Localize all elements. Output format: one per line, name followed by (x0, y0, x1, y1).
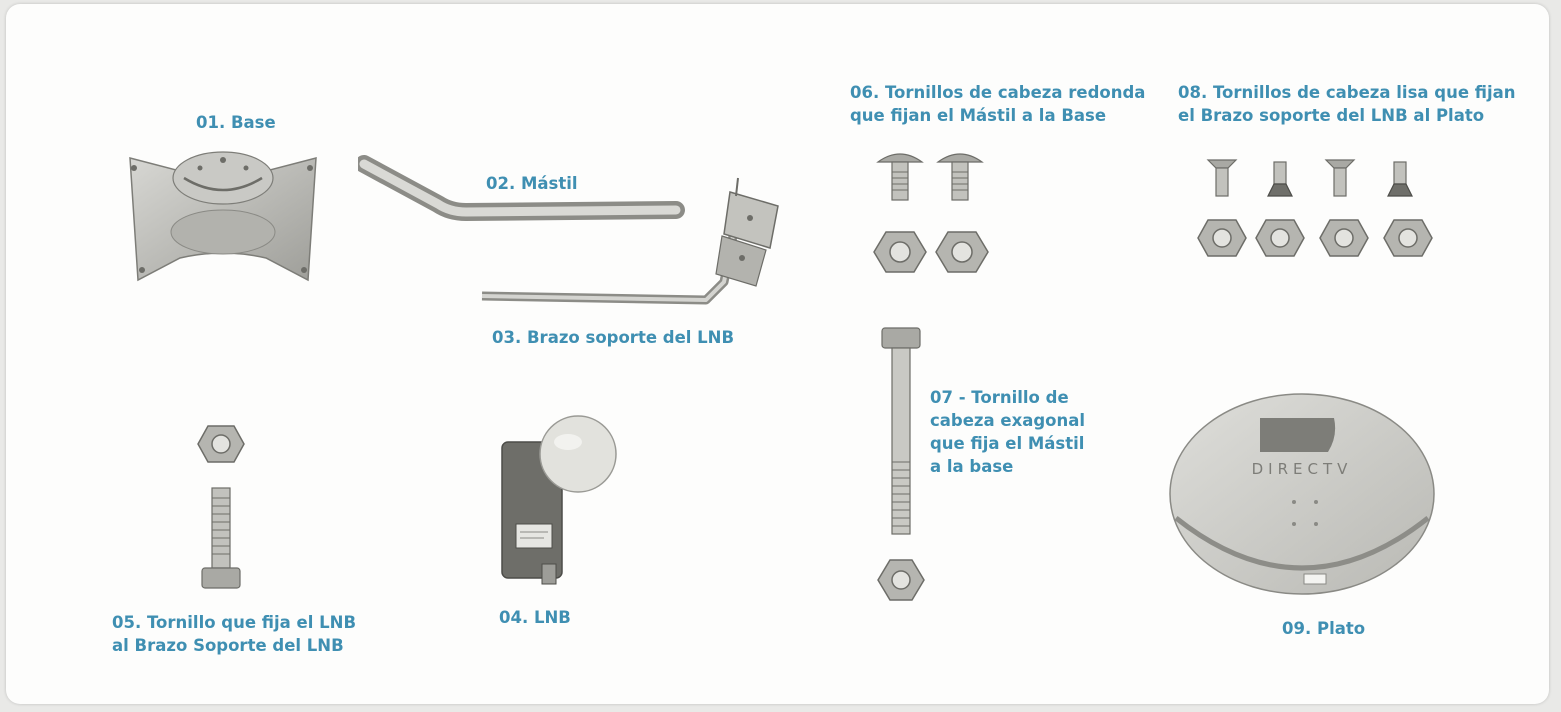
plato-logo-text: DIRECTV (1251, 460, 1353, 478)
flat-head-bolt-icon (1326, 160, 1354, 196)
carriage-bolt-icon (938, 154, 982, 200)
plato-illustration (1166, 378, 1438, 604)
label-base: 01. Base (196, 113, 276, 132)
label-tornillo-exagonal: 07 - Tornillo de cabeza exagonal que fija el Mástil a la base (930, 388, 1086, 476)
label-tornillos-lisa: 08. Tornillos de cabeza lisa que fijan el Brazo soporte del LNB al Plato (1178, 83, 1516, 125)
flange-nut-icon (1320, 220, 1368, 256)
label-tornillo-lnb: 05. Tornillo que fija el LNB al Brazo Soporte del LNB (112, 613, 357, 655)
flange-nut-icon (1384, 220, 1432, 256)
label-brazo-soporte: 03. Brazo soporte del LNB (492, 328, 735, 347)
directv-logo-icon (1260, 418, 1335, 452)
tornillo-lnb-illustration (192, 418, 250, 594)
tornillos-cabeza-lisa-illustration (1192, 150, 1444, 268)
flange-nut-icon (874, 232, 926, 272)
carriage-bolt-icon (878, 154, 922, 200)
brazo-soporte-illustration (478, 170, 790, 316)
tornillo-exagonal-illustration (866, 322, 936, 608)
label-mastil: 02. Mástil (486, 174, 578, 193)
flat-head-bolt-icon (1268, 162, 1292, 196)
tornillos-cabeza-redonda-illustration (860, 148, 1000, 280)
hex-nut-icon (198, 426, 244, 462)
base-illustration (118, 140, 328, 295)
flat-head-bolt-icon (1388, 162, 1412, 196)
label-plato: 09. Plato (1282, 619, 1366, 638)
flat-head-bolt-icon (1208, 160, 1236, 196)
flange-nut-icon (878, 560, 924, 600)
flange-nut-icon (1256, 220, 1304, 256)
label-tornillos-redonda: 06. Tornillos de cabeza redonda que fijan el Mástil a la Base (850, 83, 1146, 125)
label-lnb: 04. LNB (499, 608, 571, 627)
lnb-illustration (494, 414, 624, 594)
flange-nut-icon (1198, 220, 1246, 256)
flange-nut-icon (936, 232, 988, 272)
